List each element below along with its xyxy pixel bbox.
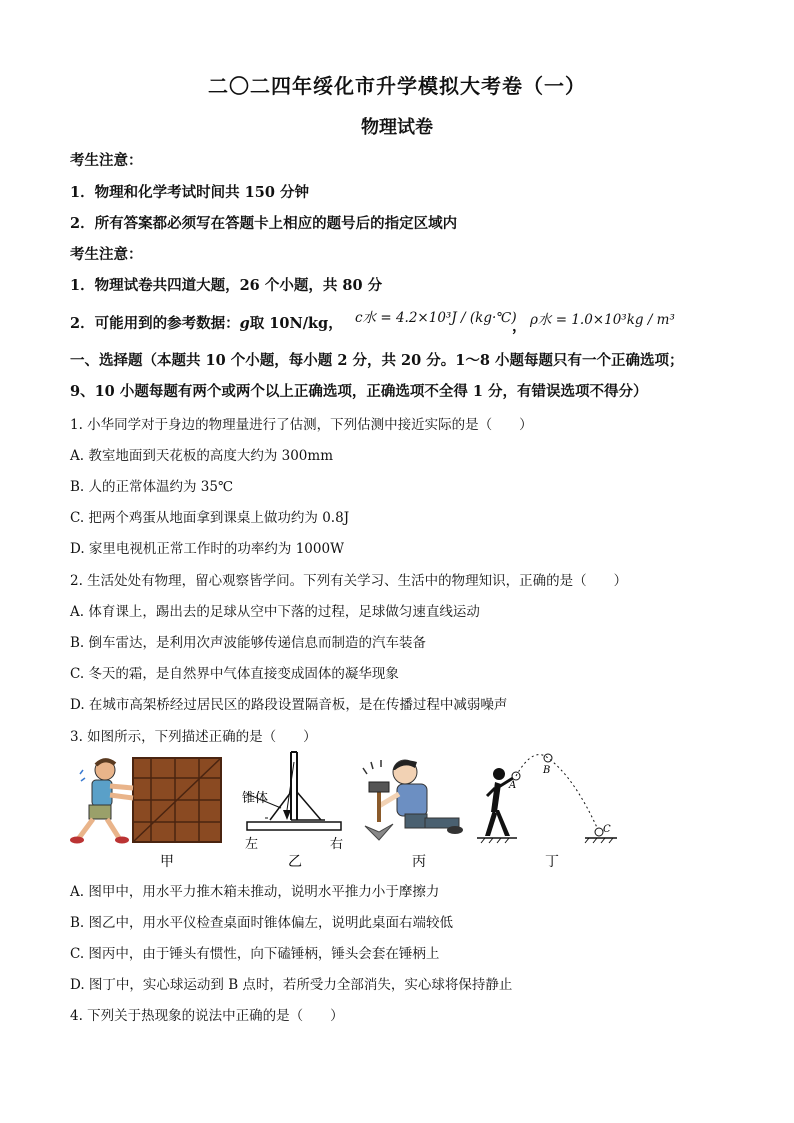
formula-separator: ，	[512, 318, 527, 335]
exam-title: 二〇二四年绥化市升学模拟大考卷（一）	[208, 74, 586, 98]
question-3-option-b: B. 图乙中，用水平仪检查桌面时锥体偏左，说明此桌面右端较低	[70, 915, 454, 931]
rho-water-formula: ρ水 = 1.0×10³kg / m³	[530, 312, 675, 328]
caption-jia: 甲	[160, 854, 174, 870]
right-label: 右	[330, 837, 344, 852]
question-3-stem: 3. 如图所示，下列描述正确的是（ ）	[70, 729, 317, 745]
notice-item: 2．所有答案都必须写在答题卡上相应的题号后的指定区域内	[70, 215, 458, 232]
notice-heading: 考生注意：	[70, 246, 143, 263]
point-a-label: A	[509, 780, 517, 791]
figure-ding-shot-put-trajectory	[477, 754, 617, 843]
caption-yi: 乙	[288, 854, 302, 870]
figure-yi-level-on-table	[242, 752, 343, 852]
question-2-option-c: C. 冬天的霜，是自然界中气体直接变成固体的凝华现象	[70, 666, 399, 682]
reference-data-line	[70, 312, 343, 333]
question-3-option-d: D. 图丁中，实心球运动到 B 点时，若所受力全部消失，实心球将保持静止	[70, 977, 513, 993]
g-symbol: g	[239, 315, 250, 332]
notice-item: 1．物理和化学考试时间共 150 分钟	[70, 184, 309, 201]
figure-jia-boy-pushing-crate	[70, 758, 221, 844]
caption-bing: 丙	[412, 854, 426, 870]
question-3-option-a: A. 图甲中，用水平力推木箱未推动，说明水平推力小于摩擦力	[70, 884, 440, 900]
section-header: 一、选择题（本题共 10 个小题，每小题 2 分，共 20 分。1～8 小题每题只有一个正确选项；	[70, 352, 684, 369]
question-1-option-a: A. 教室地面到天花板的高度大约为 300mm	[70, 448, 333, 464]
g-value: 取 10N/kg，	[249, 315, 343, 332]
section-header: 9、10 小题每题有两个或两个以上正确选项，正确选项不全得 1 分，有错误选项不得分）	[70, 383, 648, 400]
c-water-formula: c水 = 4.2×10³J / (kg·℃)	[355, 310, 517, 326]
notice-item: 1．物理试卷共四道大题，26 个小题，共 80 分	[70, 277, 383, 294]
notice-heading: 考生注意：	[70, 152, 143, 169]
level-label: 锥体	[242, 791, 269, 806]
point-c-label: C	[603, 824, 611, 835]
figure-bing-man-with-hammer	[363, 760, 463, 840]
exam-subtitle: 物理试卷	[361, 117, 433, 138]
caption-ding: 丁	[545, 854, 559, 870]
question-2-option-d: D. 在城市高架桥经过居民区的路段设置隔音板，是在传播过程中减弱噪声	[70, 697, 508, 713]
point-b-label: B	[543, 765, 551, 776]
question-1-option-d: D. 家里电视机正常工作时的功率约为 1000W	[70, 541, 344, 557]
question-2-option-b: B. 倒车雷达，是利用次声波能够传递信息而制造的汽车装备	[70, 635, 427, 651]
question-1-option-c: C. 把两个鸡蛋从地面拿到课桌上做功约为 0.8J	[70, 510, 350, 526]
question-1-stem: 1. 小华同学对于身边的物理量进行了估测，下列估测中接近实际的是（ ）	[70, 417, 533, 433]
question-3-figure	[65, 748, 625, 872]
question-4-stem: 4. 下列关于热现象的说法中正确的是（ ）	[70, 1008, 344, 1024]
question-1-option-b: B. 人的正常体温约为 35℃	[70, 479, 234, 495]
question-2-option-a: A. 体育课上，踢出去的足球从空中下落的过程，足球做匀速直线运动	[70, 604, 480, 620]
question-3-option-c: C. 图丙中，由于锤头有惯性，向下磕锤柄，锤头会套在锤柄上	[70, 946, 440, 962]
reference-data-label: 2．可能用到的参考数据：	[70, 315, 240, 332]
question-2-stem: 2. 生活处处有物理，留心观察皆学问。下列有关学习、生活中的物理知识，正确的是（ ）	[70, 573, 628, 589]
left-label: 左	[245, 837, 259, 852]
